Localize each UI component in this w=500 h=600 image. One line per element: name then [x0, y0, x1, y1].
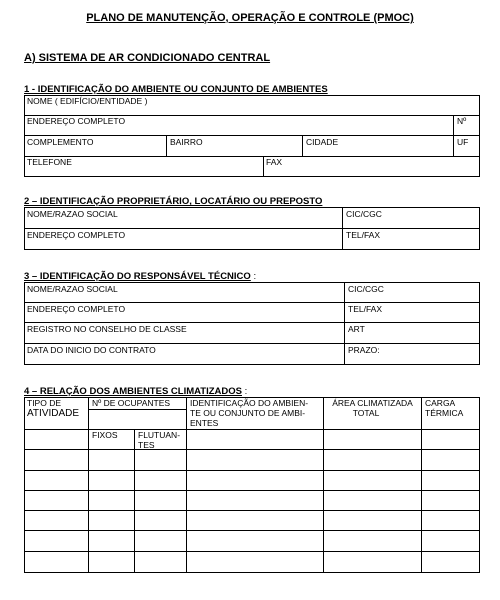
- col-fixos: FIXOS: [92, 430, 118, 440]
- col-tipo-atividade-line1: TIPO DE: [27, 398, 62, 408]
- field-responsavel-endereco[interactable]: ENDEREÇO COMPLETO: [27, 304, 126, 314]
- field-cidade[interactable]: CIDADE: [306, 137, 339, 147]
- field-uf[interactable]: UF: [457, 137, 469, 147]
- section-3-heading: 3 – IDENTIFICAÇÃO DO RESPONSÁVEL TÉCNICO :: [24, 271, 257, 282]
- col-carga-termica-line2: TÉRMICA: [425, 408, 464, 418]
- col-flutuantes-line1: FLUTUAN-: [138, 430, 181, 440]
- field-art[interactable]: ART: [348, 324, 365, 334]
- field-fax[interactable]: FAX: [266, 157, 283, 167]
- col-identificacao-line3: ENTES: [190, 418, 219, 428]
- field-prazo[interactable]: PRAZO:: [348, 345, 380, 355]
- field-endereco-completo[interactable]: ENDEREÇO COMPLETO: [27, 116, 126, 126]
- col-numero-ocupantes: Nº DE OCUPANTES: [92, 398, 171, 408]
- field-complemento[interactable]: COMPLEMENTO: [27, 137, 94, 147]
- col-area-climatizada-line1: ÁREA CLIMATIZADA: [332, 398, 413, 408]
- col-identificacao-line1: IDENTIFICAÇÃO DO AMBIEN-: [190, 398, 309, 408]
- col-carga-termica-line1: CARGA: [425, 398, 456, 408]
- field-proprietario-endereco[interactable]: ENDEREÇO COMPLETO: [27, 230, 126, 240]
- field-data-inicio-contrato[interactable]: DATA DO INICIO DO CONTRATO: [27, 345, 156, 355]
- field-proprietario-telfax[interactable]: TEL/FAX: [346, 230, 381, 240]
- section-4-heading: 4 – RELAÇÃO DOS AMBIENTES CLIMATIZADOS :: [24, 386, 248, 397]
- section-a-heading: A) SISTEMA DE AR CONDICIONADO CENTRAL: [24, 52, 271, 64]
- field-nome-edificio[interactable]: NOME ( EDIFÍCIO/ENTIDADE ): [27, 96, 148, 106]
- field-numero[interactable]: Nº: [457, 116, 467, 126]
- field-responsavel-telfax[interactable]: TEL/FAX: [348, 304, 383, 314]
- col-identificacao-line2: TE OU CONJUNTO DE AMBI-: [190, 408, 306, 418]
- col-tipo-atividade-line2: ATIVIDADE: [27, 408, 80, 419]
- field-responsavel-cic[interactable]: CIC/CGC: [348, 284, 384, 294]
- section-2-heading: 2 – IDENTIFICAÇÃO PROPRIETÁRIO, LOCATÁRIO OU PREPOSTO: [24, 196, 323, 207]
- field-proprietario-cic[interactable]: CIC/CGC: [346, 209, 382, 219]
- field-registro-conselho[interactable]: REGISTRO NO CONSELHO DE CLASSE: [27, 324, 187, 334]
- col-flutuantes-line2: TES: [138, 440, 155, 450]
- field-telefone[interactable]: TELEFONE: [27, 157, 72, 167]
- field-bairro[interactable]: BAIRRO: [170, 137, 203, 147]
- col-area-climatizada-line2: TOTAL: [352, 408, 380, 418]
- field-proprietario-nome[interactable]: NOME/RAZAO SOCIAL: [27, 209, 118, 219]
- section-1-heading: 1 - IDENTIFICAÇÃO DO AMBIENTE OU CONJUNTO DE AMBIENTES: [24, 84, 328, 95]
- document-title: PLANO DE MANUTENÇÃO, OPERAÇÃO E CONTROLE (PMOC): [86, 12, 414, 24]
- field-responsavel-nome[interactable]: NOME/RAZAO SOCIAL: [27, 284, 118, 294]
